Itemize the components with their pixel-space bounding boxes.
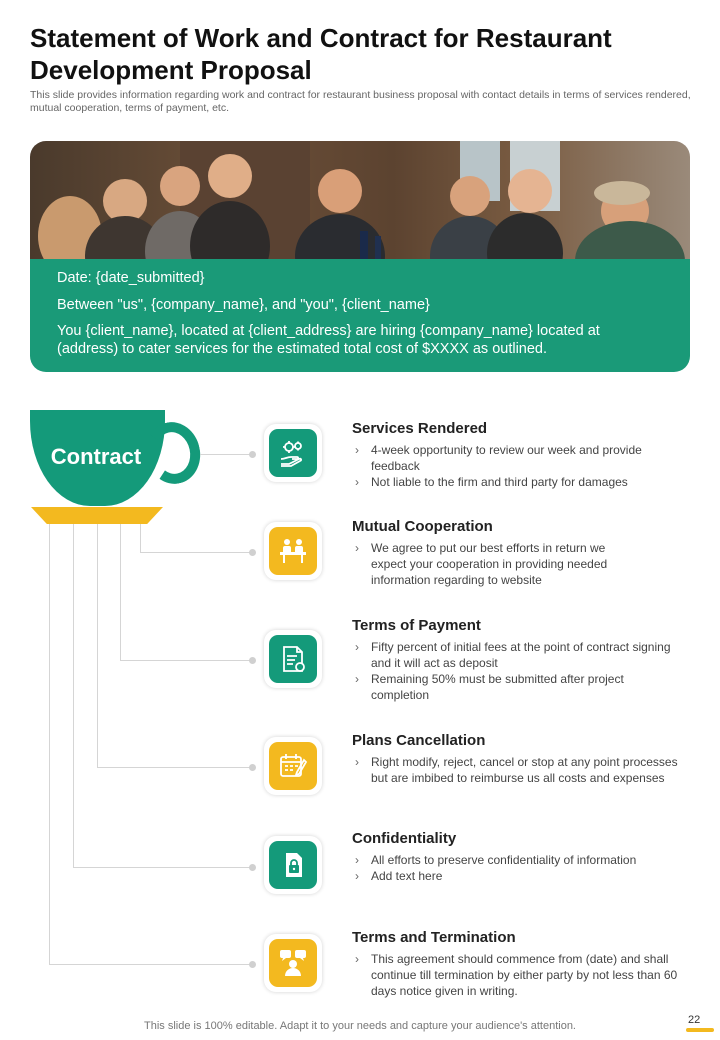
termination-tile xyxy=(264,934,322,992)
discussion-icon xyxy=(277,947,309,979)
page-subtitle: This slide provides information regarding work and contract for restaurant business proposal with contact details in terms of services rendered, mutual cooperation, terms of payment, etc. xyxy=(30,89,691,114)
section-plans-cancellation xyxy=(352,732,687,786)
connector-line xyxy=(140,552,252,553)
calendar-icon xyxy=(277,750,309,782)
section-title: Services Rendered xyxy=(352,420,488,437)
bullet: › All efforts to preserve confidentiality of information xyxy=(352,852,692,868)
invoice-icon xyxy=(277,643,309,675)
section-mutual-cooperation xyxy=(352,518,622,588)
connector-line xyxy=(49,964,252,965)
bullet: › Right modify, reject, cancel or stop at any point processes but are imbibed to reimburse us all costs and expenses xyxy=(352,754,687,786)
page-number-underline xyxy=(686,1028,714,1032)
connector-dot xyxy=(249,864,256,871)
section-title: Confidentiality xyxy=(352,830,457,847)
bullet: › Not liable to the firm and third party for damages xyxy=(352,474,692,490)
hiring-line: You {client_name}, located at {client_address} are hiring {company_name} located at (address) to cater services for the estimated total cost of $XXXX as outlined. xyxy=(57,323,600,357)
date-line: Date: {date_submitted} xyxy=(57,270,205,286)
contract-summary xyxy=(30,259,690,372)
contract-label: Contract xyxy=(50,444,142,469)
section-terms-and-termination xyxy=(352,929,687,999)
services-tile xyxy=(264,424,322,482)
section-title: Plans Cancellation xyxy=(352,732,486,749)
connector-dot xyxy=(249,451,256,458)
cooperation-tile xyxy=(264,522,322,580)
section-terms-of-payment xyxy=(352,617,677,703)
connector-dot xyxy=(249,764,256,771)
connector-line xyxy=(49,524,50,964)
connector-dot xyxy=(249,657,256,664)
bullet: › We agree to put our best efforts in return we expect your cooperation in providing needed information regarding to website xyxy=(352,540,622,588)
bullet: › Add text here xyxy=(352,868,692,884)
team-meeting-photo xyxy=(30,141,690,261)
cancellation-tile xyxy=(264,737,322,795)
page-number: 22 xyxy=(688,1014,701,1026)
connector-dot xyxy=(249,961,256,968)
confidentiality-tile xyxy=(264,836,322,894)
hero-banner xyxy=(30,141,690,372)
bullet: › Fifty percent of initial fees at the point of contract signing and it will act as deposit xyxy=(352,639,677,671)
meeting-table-icon xyxy=(277,535,309,567)
connector-dot xyxy=(249,549,256,556)
connector-line xyxy=(73,867,252,868)
section-confidentiality xyxy=(352,830,692,884)
section-services-rendered xyxy=(352,420,692,490)
connector-line xyxy=(120,524,121,660)
bullet: › This agreement should commence from (date) and shall continue till termination by either party by not less than 60 days notice given in writing. xyxy=(352,951,687,999)
section-title: Terms of Payment xyxy=(352,617,481,634)
connector-line xyxy=(140,524,141,552)
page-title: Statement of Work and Contract for Restaurant Development Proposal xyxy=(30,23,612,85)
lock-file-icon xyxy=(277,849,309,881)
connector-line xyxy=(97,524,98,767)
connector-line xyxy=(97,767,252,768)
connector-line xyxy=(120,660,252,661)
section-title: Mutual Cooperation xyxy=(352,518,493,535)
bullet: › Remaining 50% must be submitted after project completion xyxy=(352,671,642,703)
footer-note: This slide is 100% editable. Adapt it to your needs and capture your audience's attention. xyxy=(144,1020,576,1032)
connector-line xyxy=(200,454,252,455)
bullet: › 4-week opportunity to review our week and provide feedback xyxy=(352,442,692,474)
payment-tile xyxy=(264,630,322,688)
section-title: Terms and Termination xyxy=(352,929,516,946)
connector-line xyxy=(73,524,74,867)
cup-saucer xyxy=(31,507,163,524)
between-line: Between "us", {company_name}, and "you", {client_name} xyxy=(57,297,430,313)
gears-hand-icon xyxy=(277,437,309,469)
